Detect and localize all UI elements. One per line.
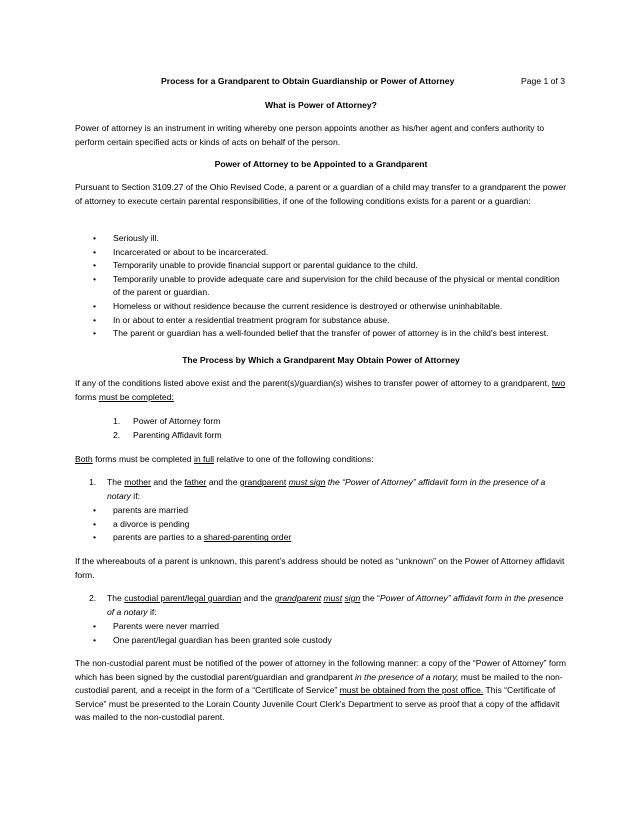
condition-1-text: 1. The mother and the father and the grandparent must sign the “Power of Attorney” affidavit form in the presence of a notary if:	[89, 477, 546, 501]
condition-1	[75, 476, 567, 545]
list-item: • a divorce is pending	[93, 518, 190, 529]
list-item: • Seriously ill.	[93, 233, 159, 243]
conditions-list	[75, 232, 567, 341]
document-title: Process for a Grandparent to Obtain Guardianship or Power of Attorney	[161, 76, 455, 86]
section-heading-what-is-poa: What is Power of Attorney?	[265, 100, 377, 110]
list-item: • Temporarily unable to provide adequate care and supervision for the child because of the physical or mental condition of the parent or guardian.	[93, 273, 560, 298]
both-forms-paragraph: Both forms must be completed in full relative to one of the following conditions:	[75, 454, 374, 464]
list-item: • In or about to enter a residential treatment program for substance abuse.	[93, 314, 390, 325]
section-heading-process: The Process by Which a Grandparent May Obtain Power of Attorney	[182, 355, 460, 365]
list-item: • parents are parties to a shared-parenting order	[93, 532, 292, 543]
condition-2	[75, 592, 567, 647]
noncustodial-paragraph: The non-custodial parent must be notified of the power of attorney in the following manner: a copy of the “Power of Attorney” form which has been signed by the custodial parent/guardian and grandparent in the presence of a notary, must be mailed to the non-custodial parent, and a receipt in the form of a “Certificate of Service” must be obtained from the post office. This “Certificate of Service” must be presented to the Lorain County Juvenile Court Clerk’s Department to serve as proof that a copy of the affidavit was mailed to the non-custodial parent.	[75, 658, 567, 723]
condition-2-text: 2. The custodial parent/legal guardian and the grandparent must sign the “Power of Attorney” affidavit form in the presence of a notary if:	[89, 593, 564, 617]
page-number: Page 1 of 3	[521, 76, 565, 86]
poa-definition-paragraph: Power of attorney is an instrument in writing whereby one person appoints another as his/her agent and confers authority to perform certain specified acts or kinds of acts on behalf of the person.	[75, 123, 545, 147]
section-heading-poa-grandparent: Power of Attorney to be Appointed to a Grandparent	[214, 159, 428, 169]
list-item: • Incarcerated or about to be incarcerated.	[93, 246, 269, 257]
list-item: • One parent/legal guardian has been granted sole custody	[93, 634, 332, 645]
list-item: • parents are married	[93, 505, 188, 516]
list-item: • The parent or guardian has a well-founded belief that the transfer of power of attorney is in the child’s best interest.	[93, 328, 549, 339]
list-item: • Temporarily unable to provide financial support or parental guidance to the child.	[93, 260, 418, 271]
process-intro-paragraph: If any of the conditions listed above exist and the parent(s)/guardian(s) wishes to transfer power of attorney to a grandparent, two forms must be completed:	[75, 378, 566, 402]
ohio-code-paragraph: Pursuant to Section 3109.27 of the Ohio Revised Code, a parent or a guardian of a child may transfer to a grandparent the power of attorney to execute certain parental responsibilities, if one of the following conditions exists for a parent or a guardian:	[75, 182, 567, 206]
list-item: 1. Power of Attorney form	[113, 416, 221, 426]
list-item: 2. Parenting Affidavit form	[113, 429, 222, 440]
page-header	[75, 75, 565, 89]
list-item: • Parents were never married	[93, 621, 220, 632]
forms-list	[113, 415, 413, 442]
whereabouts-paragraph: If the whereabouts of a parent is unknown, this parent’s address should be noted as “unknown” on the Power of Attorney affidavit form.	[75, 556, 565, 580]
list-item: • Homeless or without residence because the current residence is destroyed or otherwise uninhabitable.	[93, 300, 503, 311]
